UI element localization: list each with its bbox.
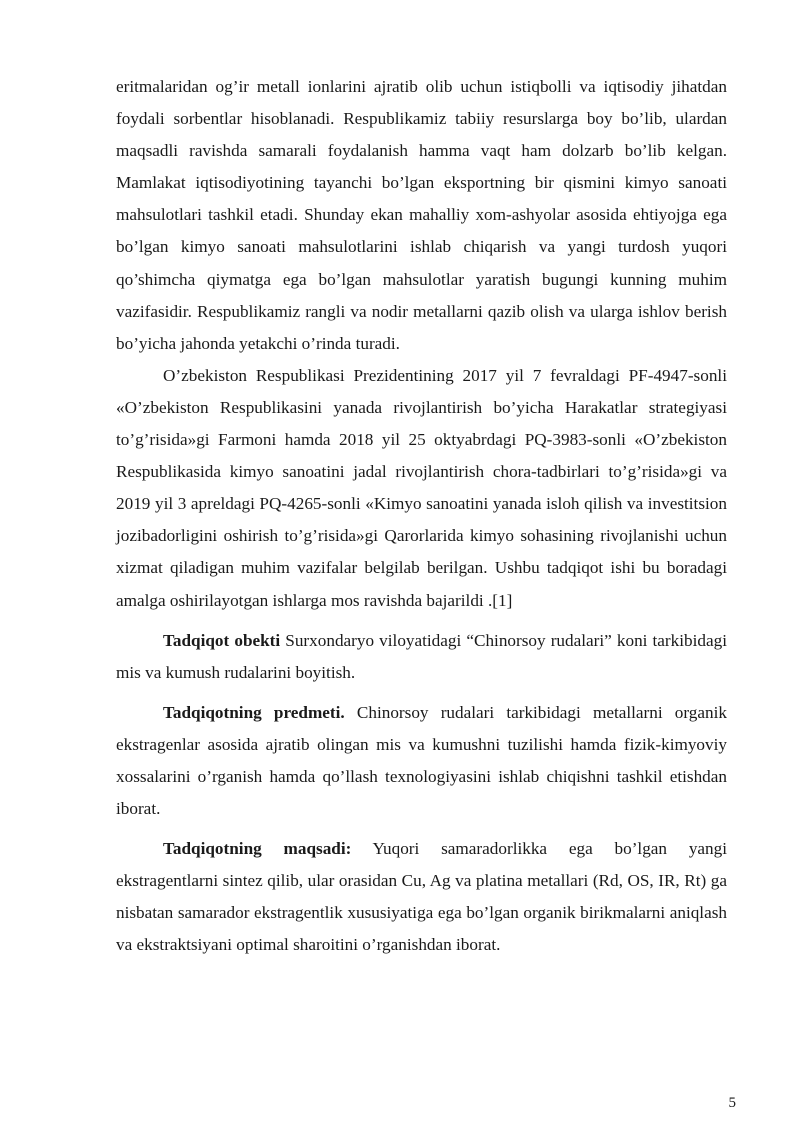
page-number: 5 (728, 1095, 736, 1111)
section-text: Surxondaryo viloyatidagi “Chinorsoy rudalari” koni tarkibidagi mis va kumush rudalarini boyitish. (116, 630, 727, 682)
section-research-goal (116, 833, 727, 961)
section-text: Yuqori samaradorlikka ega bo’lgan yangi ekstragentlarni sintez qilib, ular orasidan Cu, Ag va platina metallari (Rd, OS, IR, Rt) ga nisbatan samarador ekstragentlik xususiyatiga ega bo’lgan organik birikmalarni aniqlash va ekstraktsiyani optimal sharoitini o’rganishdan iborat. (116, 839, 728, 955)
section-term: Tadqiqot obekti (163, 630, 281, 650)
paragraph-intro: eritmalaridan og’ir metall ionlarini ajratib olib uchun istiqbolli va iqtisodiy jihatdan foydali sorbentlar hisoblanadi. Respublikamiz tabiiy resurslarga boy bo’lib, ulardan maqsadli ravishda samarali foydalanish hamma vaqt ham dolzarb bo’lib kelgan. Mamlakat iqtisodiyotining tayanchi bo’lgan eksportning bir qismini kimyo sanoati mahsulotlari tashkil etadi. Shunday ekan mahalliy xom-ashyolar asosida ehtiyojga ega bo’lgan kimyo sanoati mahsulotlarini ishlab chiqarish va yangi turdosh yuqori qo’shimcha qiymatga ega bo’lgan mahsulotlar yaratish bugungi kunning muhim vazifasidir. Respublikamiz rangli va nodir metallarni qazib olish va ularga ishlov berish bo’yicha jahonda yetakchi o’rinda turadi. (116, 77, 727, 353)
section-text: Chinorsoy rudalari tarkibidagi metallarni organik ekstragenlar asosida ajratib olingan mis va kumushni tuzilishi hamda fizik-kimyoviy xossalarini o’rganish hamda qo’llash texnologiyasini ishlab chiqishni tashkil etishdan iborat. (116, 702, 727, 819)
section-term: Tadqiqotning predmeti. (163, 702, 345, 722)
section-research-object (116, 625, 727, 689)
section-term: Tadqiqotning maqsadi: (163, 839, 352, 859)
section-research-subject (116, 697, 727, 825)
document-body (116, 71, 727, 962)
paragraph-legal-basis: O’zbekiston Respublikasi Prezidentining 2017 yil 7 fevraldagi PF-4947-sonli «O’zbekiston Respublikasini yanada rivojlantirish bo’yicha Harakatlar strategiyasi to’g’risida»gi Farmoni hamda 2018 yil 25 oktyabrdagi PQ-3983-sonli «O’zbekiston Respublikasida kimyo sanoatini jadal rivojlantirish chora-tadbirlari to’g’risida»gi va 2019 yil 3 apreldagi PQ-4265-sonli «Kimyo sanoatini yanada isloh qilish va investitsion jozibadorligini oshirish to’g’risida»gi Qarorlarida kimyo sohasining rivojlanishi uchun xizmat qiladigan muhim vazifalar belgilab berilgan. Ushbu tadqiqot ishi bu boradagi amalga oshirilayotgan ishlarga mos ravishda bajarildi .[1] (116, 365, 727, 610)
